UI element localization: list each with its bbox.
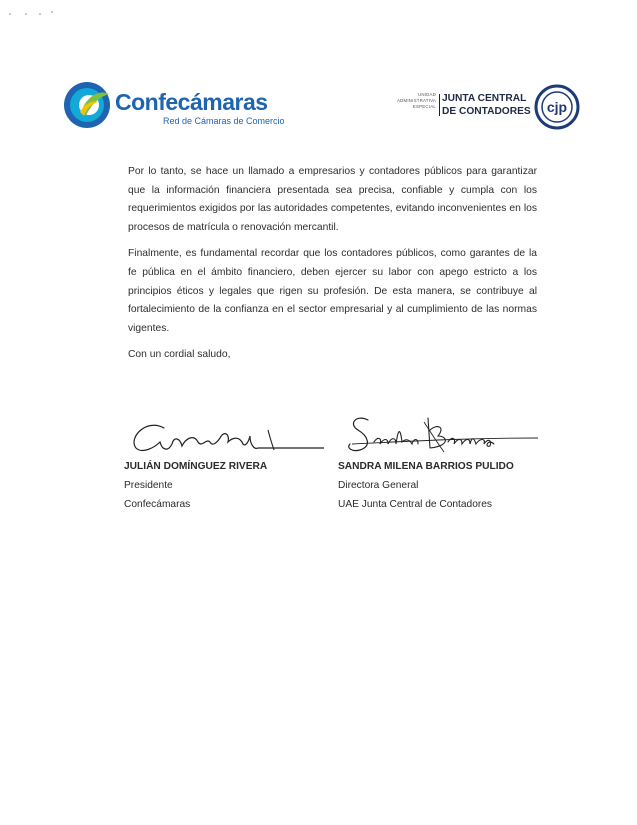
jcc-unit-line-1: UNIDAD	[417, 92, 436, 97]
handwritten-signature-2	[338, 408, 558, 458]
signature-block-2	[338, 408, 558, 514]
signer-2-organization: UAE Junta Central de Contadores	[338, 499, 493, 510]
jcc-emblem-icon	[534, 84, 580, 130]
jcc-emblem-text: cjp	[546, 99, 568, 115]
signer-1-organization: Confecámaras	[124, 499, 191, 510]
jcc-unit-line-2: ADMINISTRATIVA	[397, 98, 436, 104]
jcc-divider	[439, 94, 440, 116]
body-paragraph-2: Finalmente, es fundamental recordar que los contadores públicos, como garantes de la fe pública en el ámbito financiero, deben ejercer su labor con apego estricto a los principios éticos y legales que rigen su profesión. De esta manera, se contribuye al fortalecimiento de la confianza en el sector empresarial y al cumplimiento de las normas vigentes.	[128, 248, 537, 334]
handwritten-signature-1	[124, 408, 324, 458]
wordmark-part-2: ecámaras	[165, 89, 268, 115]
body-paragraph-1: Por lo tanto, se hace un llamado a empresarios y contadores públicos para garantizar que la información financiera presentada sea precisa, confiable y cumpla con los requerimientos exigidos por las autoridades competentes, evitando inconvenientes en los procesos de matrícula o renovación mercantil.	[128, 166, 537, 233]
scan-artifact-dots	[6, 8, 66, 18]
confecamaras-logo	[62, 78, 292, 134]
junta-central-logo	[392, 84, 588, 130]
wordmark-part-1: Conf	[115, 89, 166, 115]
confecamaras-logo-icon	[62, 80, 112, 130]
signer-2-name: SANDRA MILENA BARRIOS PULIDO	[338, 461, 514, 472]
jcc-unit-label	[392, 92, 436, 111]
jcc-title-line-2: DE CONTADORES	[442, 106, 531, 117]
jcc-title-line-1: JUNTA CENTRAL	[442, 93, 527, 104]
signer-1-role: Presidente	[124, 480, 173, 491]
signer-2-role: Directora General	[338, 480, 419, 491]
signer-1-name: JULIÁN DOMÍNGUEZ RIVERA	[124, 461, 268, 472]
closing-salutation: Con un cordial saludo,	[128, 349, 231, 361]
confecamaras-wordmark	[115, 89, 268, 116]
jcc-unit-line-3: ESPECIAL	[412, 104, 436, 110]
signature-block-1	[124, 408, 324, 514]
letter-body	[128, 163, 537, 373]
jcc-title	[442, 92, 531, 118]
confecamaras-subtitle: Red de Cámaras de Comercio	[163, 116, 285, 126]
